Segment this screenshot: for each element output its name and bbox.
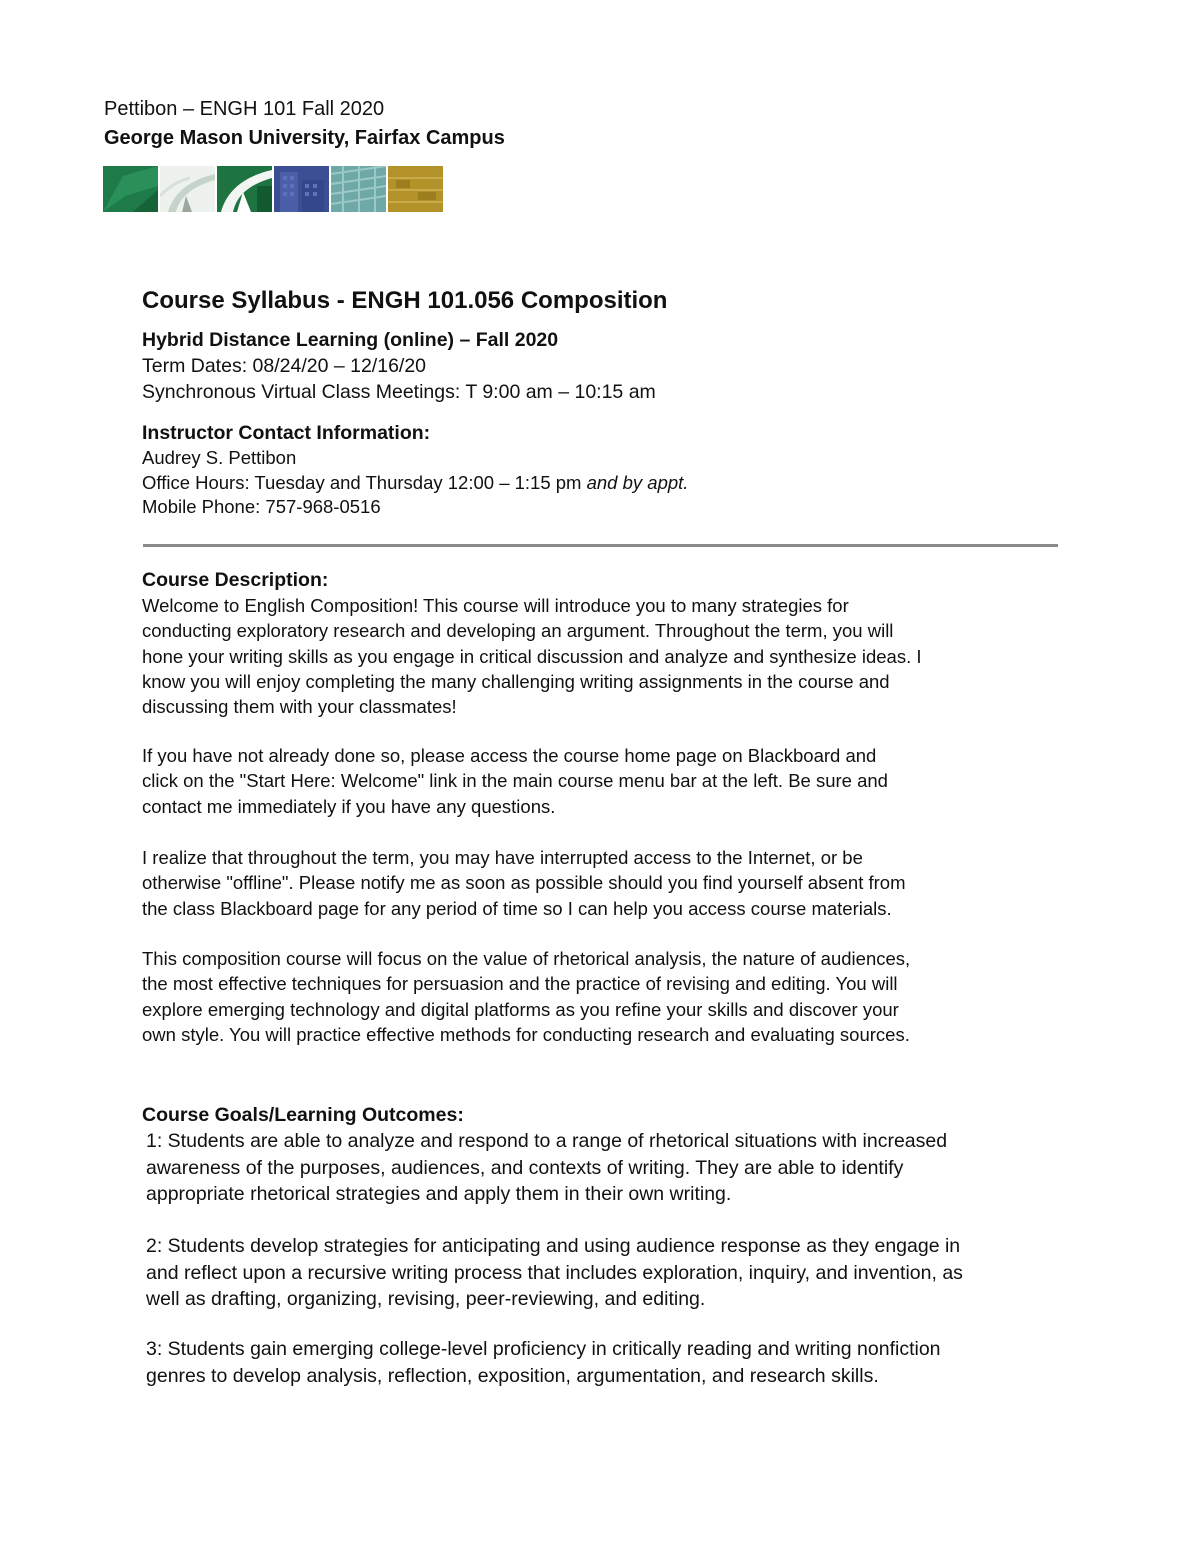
- text-line: 2: Students develop strategies for anticipating and using audience response as they engage in: [146, 1235, 961, 1257]
- banner-tile-blue-building: [274, 166, 329, 212]
- text-line: conducting exploratory research and developing an argument. Throughout the term, you will: [142, 620, 894, 642]
- description-paragraph: [142, 946, 1102, 1047]
- text-line: click on the "Start Here: Welcome" link in the main course menu bar at the left. Be sure and: [142, 770, 888, 792]
- text-line: hone your writing skills as you engage in critical discussion and analyze and synthesize ideas. I: [142, 645, 922, 667]
- text-line: I realize that throughout the term, you may have interrupted access to the Internet, or be: [142, 847, 863, 868]
- text-line: and reflect upon a recursive writing process that includes exploration, inquiry, and invention, as: [146, 1261, 963, 1284]
- goal-item: [142, 1233, 1102, 1313]
- goal-3-block: [142, 1336, 1102, 1389]
- text-line: own style. You will practice effective methods for conducting research and evaluating sources.: [142, 1023, 910, 1045]
- text-line: well as drafting, organizing, revising, peer-reviewing, and editing.: [146, 1288, 706, 1310]
- goal-item: [142, 1336, 1102, 1389]
- meeting-times: Synchronous Virtual Class Meetings: T 9:00 am – 10:15 am: [142, 381, 656, 403]
- description-paragraph: [142, 845, 1102, 921]
- banner-tile-green: [103, 166, 158, 212]
- description-paragraph: [142, 743, 1102, 819]
- text-line: If you have not already done so, please access the course home page on Blackboard and: [142, 745, 877, 766]
- instructor-block: [142, 420, 1102, 520]
- text-line: 3: Students gain emerging college-level proficiency in critically reading and writing nonfiction: [146, 1338, 941, 1360]
- course-mode: Hybrid Distance Learning (online) – Fall 2020: [142, 329, 559, 351]
- syllabus-title: Course Syllabus - ENGH 101.056 Composition: [142, 287, 668, 314]
- goal-2-block: [142, 1233, 1102, 1313]
- banner-tile-green-sculpture: [217, 166, 272, 212]
- text-line: know you will enjoy completing the many challenging writing assignments in the course and: [142, 670, 890, 692]
- course-goals-section: [142, 1102, 1102, 1208]
- text-line: Welcome to English Composition! This course will introduce you to many strategies for: [142, 595, 849, 616]
- banner-tile-teal-glass: [331, 166, 386, 212]
- text-line: genres to develop analysis, reflection, exposition, argumentation, and research skills.: [146, 1364, 879, 1387]
- university-banner-image: [103, 166, 443, 212]
- text-line: explore emerging technology and digital platforms as you refine your skills and discover your: [142, 998, 899, 1020]
- offline-paragraph-block: [142, 845, 1102, 921]
- term-dates: Term Dates: 08/24/20 – 12/16/20: [142, 355, 427, 377]
- text-line: otherwise "offline". Please notify me as soon as possible should you find yourself absent from: [142, 872, 906, 894]
- goals-heading: Course Goals/Learning Outcomes:: [142, 1104, 464, 1126]
- header-course-line: Pettibon – ENGH 101 Fall 2020: [104, 98, 385, 120]
- header-university-line: George Mason University, Fairfax Campus: [104, 127, 505, 149]
- text-line: 1: Students are able to analyze and respond to a range of rhetorical situations with increased: [146, 1130, 948, 1152]
- office-hours: [142, 471, 1102, 496]
- text-line: appropriate rhetorical strategies and apply them in their own writing.: [146, 1183, 732, 1205]
- banner-tile-white-sculpture: [160, 166, 215, 212]
- focus-paragraph-block: [142, 946, 1102, 1047]
- instructor-heading: Instructor Contact Information:: [142, 422, 431, 444]
- text-line: awareness of the purposes, audiences, and contexts of writing. They are able to identify: [146, 1156, 904, 1179]
- goal-item: [142, 1128, 1102, 1208]
- text-line: the most effective techniques for persuasion and the practice of revising and editing. You will: [142, 973, 898, 995]
- office-hours-text: Office Hours: Tuesday and Thursday 12:00 – 1:15 pm: [142, 471, 587, 493]
- instructor-name: Audrey S. Pettibon: [142, 447, 297, 468]
- course-description-section: [142, 567, 1102, 719]
- description-heading: Course Description:: [142, 569, 329, 591]
- text-line: the class Blackboard page for any period of time so I can help you access course materials.: [142, 897, 892, 919]
- text-line: discussing them with your classmates!: [142, 696, 457, 718]
- banner-tile-gold: [388, 166, 443, 212]
- text-line: This composition course will focus on the value of rhetorical analysis, the nature of audiences,: [142, 948, 911, 969]
- mobile-phone: Mobile Phone: 757-968-0516: [142, 496, 381, 517]
- blackboard-paragraph-block: [142, 743, 1102, 819]
- course-info-block: [142, 327, 1102, 405]
- section-divider: [143, 544, 1058, 547]
- office-hours-appt: and by appt.: [586, 471, 689, 493]
- description-paragraph: [142, 593, 1102, 719]
- text-line: contact me immediately if you have any questions.: [142, 795, 556, 817]
